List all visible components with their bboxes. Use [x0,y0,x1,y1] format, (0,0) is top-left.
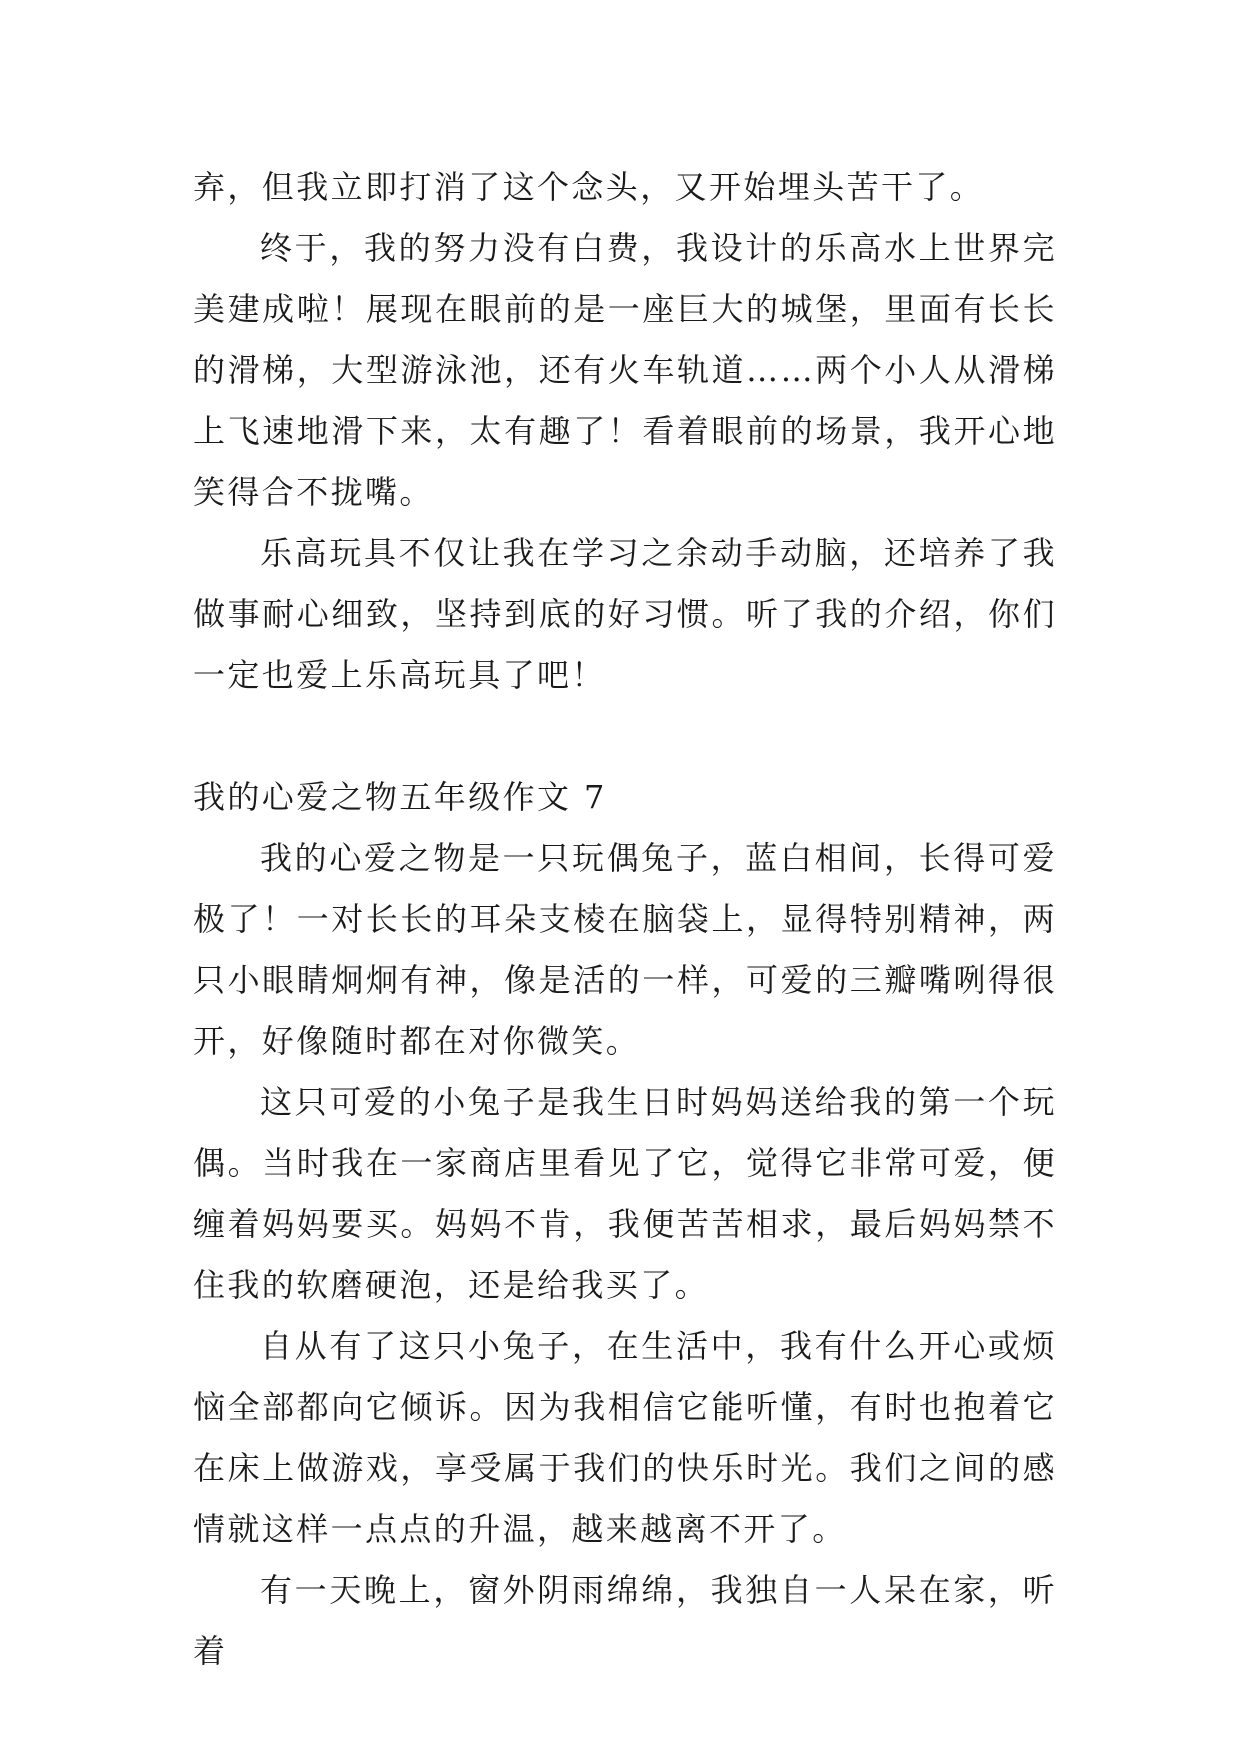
paragraph-continuation: 弃，但我立即打消了这个念头，又开始埋头苦干了。 [193,168,985,206]
paragraph-rabbit-gift: 这只可爱的小兔子是我生日时妈妈送给我的第一个玩偶。当时我在一家商店里看见了它，觉得它非常可爱，便缠着妈妈要买。妈妈不肯，我便苦苦相求，最后妈妈禁不住我的软磨硬泡，还是给我买了。 [193,1083,1057,1304]
paragraph-lego-completed: 终于，我的努力没有白费，我设计的乐高水上世界完美建成啦！展现在眼前的是一座巨大的城堡，里面有长长的滑梯，大型游泳池，还有火车轨道……两个小人从滑梯上飞速地滑下来，太有趣了！看着眼前的场景，我开心地笑得合不拢嘴。 [193,229,1057,511]
paragraph-rabbit-description: 我的心爱之物是一只玩偶兔子，蓝白相间，长得可爱极了！一对长长的耳朵支棱在脑袋上，显得特别精神，两只小眼睛炯炯有神，像是活的一样，可爱的三瓣嘴咧得很开，好像随时都在对你微笑。 [193,839,1057,1060]
document-body [193,157,1057,1682]
section-spacer [193,706,1057,767]
paragraph-lego-conclusion: 乐高玩具不仅让我在学习之余动手动脑，还培养了我做事耐心细致，坚持到底的好习惯。听了我的介绍，你们一定也爱上乐高玩具了吧！ [193,534,1057,694]
paragraph-rainy-night: 有一天晚上，窗外阴雨绵绵，我独自一人呆在家，听着 [193,1571,1057,1670]
section-title: 我的心爱之物五年级作文 7 [193,778,607,816]
paragraph-rabbit-companion: 自从有了这只小兔子，在生活中，我有什么开心或烦恼全部都向它倾诉。因为我相信它能听懂，有时也抱着它在床上做游戏，享受属于我们的快乐时光。我们之间的感情就这样一点点的升温，越来越离不开了。 [193,1327,1057,1548]
